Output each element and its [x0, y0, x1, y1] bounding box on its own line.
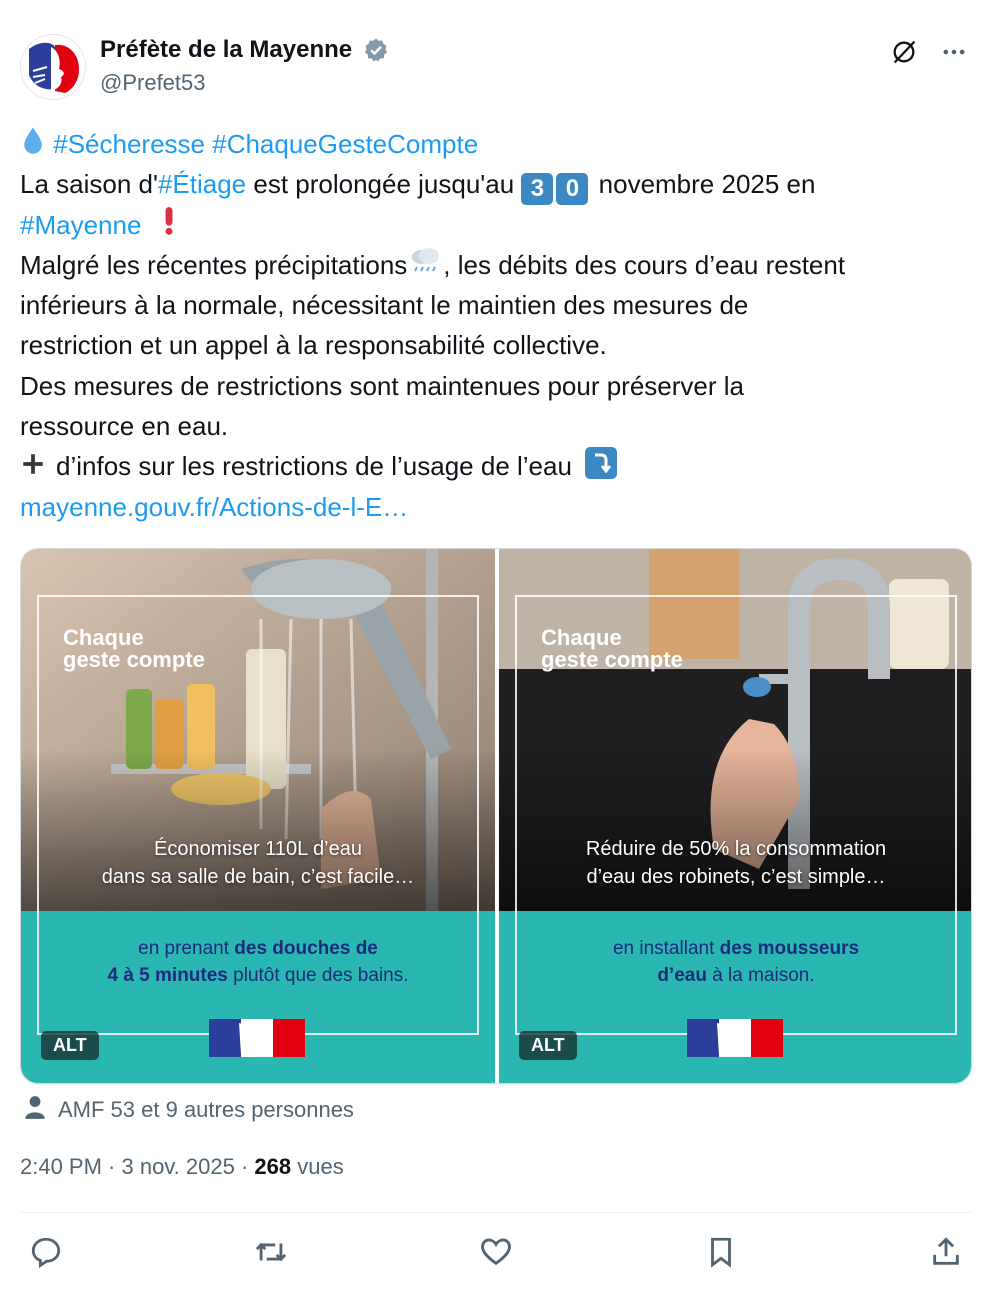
- teal-segment: à la maison.: [706, 965, 815, 986]
- text-line-3: [20, 205, 980, 245]
- republique-flag-logo-icon: [687, 1019, 783, 1057]
- views-count: 268: [254, 1154, 292, 1179]
- teal-message: [21, 935, 495, 989]
- retweet-icon[interactable]: [251, 1232, 291, 1272]
- media-grid: [20, 548, 972, 1084]
- grok-icon[interactable]: [890, 38, 918, 66]
- more-icon[interactable]: [940, 38, 968, 66]
- alt-badge[interactable]: ALT: [519, 1031, 577, 1060]
- marianne-logo-icon: [21, 35, 86, 100]
- plus-icon: [20, 448, 46, 488]
- caption-line: dans sa salle de bain, c’est facile…: [101, 866, 415, 888]
- caption-line: d’eau des robinets, c’est simple…: [586, 866, 886, 888]
- brand-logo: [541, 627, 683, 671]
- avatar[interactable]: [20, 34, 86, 100]
- caption-line: Réduire de 50% la consommation: [585, 838, 887, 860]
- tweet-time[interactable]: 2:40 PM: [20, 1154, 102, 1179]
- bookmark-icon[interactable]: [701, 1232, 741, 1272]
- display-name[interactable]: Préfète de la Mayenne: [100, 36, 353, 63]
- teal-segment: en installant: [612, 938, 720, 959]
- text-segment: , les débits des cours d’eau restent: [443, 249, 846, 280]
- tweet-date[interactable]: 3 nov. 2025: [121, 1154, 235, 1179]
- separator-dot: ·: [101, 1154, 122, 1179]
- teal-bold: des mousseurs: [719, 938, 860, 959]
- author-names: [100, 36, 389, 96]
- text-line-9: [20, 446, 980, 486]
- text-segment: novembre 2025 en: [591, 169, 816, 200]
- separator-dot: ·: [234, 1154, 255, 1179]
- alt-badge[interactable]: ALT: [41, 1031, 99, 1060]
- brand-logo: [63, 627, 205, 671]
- text-segment: La saison d': [20, 169, 158, 200]
- keycap-digit: 3: [521, 173, 553, 205]
- text-line-10: [20, 487, 980, 527]
- arrow-down-right-icon: [585, 447, 617, 490]
- text-segment: Malgré les récentes précipitations: [20, 249, 408, 280]
- action-bar: [26, 1232, 966, 1272]
- teal-bold: des douches de: [234, 938, 378, 959]
- handle[interactable]: @Prefet53: [100, 70, 206, 95]
- teal-bold: d’eau: [657, 965, 707, 986]
- text-line-4: [20, 245, 980, 285]
- like-icon[interactable]: [476, 1232, 516, 1272]
- brand-line: geste compte: [63, 647, 205, 672]
- brand-line: geste compte: [541, 647, 683, 672]
- exclamation-icon: [163, 206, 175, 247]
- caption-line: Économiser 110L d’eau: [154, 838, 362, 860]
- text-line-1: [20, 124, 980, 164]
- media-image-shower[interactable]: [21, 549, 495, 1084]
- tweet-text: [20, 124, 980, 527]
- external-link[interactable]: mayenne.gouv.fr/Actions-de-l-E…: [20, 491, 409, 522]
- droplet-icon: [20, 125, 46, 166]
- tweet-meta: [20, 1154, 344, 1180]
- republique-flag-logo-icon: [209, 1019, 305, 1057]
- share-icon[interactable]: [926, 1232, 966, 1272]
- reply-icon[interactable]: [26, 1232, 66, 1272]
- image-caption: [21, 835, 495, 891]
- text-segment: d’infos sur les restrictions de l’usage de l’eau: [56, 451, 572, 482]
- divider: [20, 1212, 972, 1213]
- hashtag-chaquegestecompte[interactable]: #ChaqueGesteCompte: [212, 129, 479, 159]
- teal-bold: 4 à 5 minutes: [107, 965, 228, 986]
- liked-by-text: AMF 53 et 9 autres personnes: [58, 1097, 354, 1122]
- tweet-header: [20, 30, 980, 110]
- views-label: vues: [291, 1154, 344, 1179]
- brand-line: Chaque: [541, 625, 622, 650]
- media-image-faucet[interactable]: [499, 549, 972, 1084]
- teal-segment: en prenant: [138, 938, 235, 959]
- teal-message: [499, 935, 972, 989]
- rain-cloud-icon: [407, 245, 443, 288]
- teal-segment: plutôt que des bains.: [227, 965, 409, 986]
- liked-by[interactable]: [22, 1094, 354, 1126]
- hashtag-mayenne[interactable]: #Mayenne: [20, 209, 142, 240]
- text-line-2: [20, 164, 980, 204]
- text-line-5: inférieurs à la normale, nécessitant le maintien des mesures de: [20, 290, 749, 321]
- brand-line: Chaque: [63, 625, 144, 650]
- hashtag-secheresse[interactable]: #Sécheresse: [53, 129, 205, 159]
- top-actions: [890, 38, 968, 66]
- keycap-digit: 0: [556, 173, 588, 205]
- text-line-6: restriction et un appel à la responsabilité collective.: [20, 330, 607, 361]
- text-segment: est prolongée jusqu'au: [246, 169, 522, 200]
- person-icon: [22, 1094, 48, 1126]
- hashtag-etiage[interactable]: #Étiage: [157, 169, 247, 200]
- text-line-8: ressource en eau.: [20, 411, 229, 442]
- image-caption: [499, 835, 972, 891]
- verified-badge-icon[interactable]: [363, 37, 389, 63]
- text-line-7: Des mesures de restrictions sont maintenues pour préserver la: [20, 370, 744, 401]
